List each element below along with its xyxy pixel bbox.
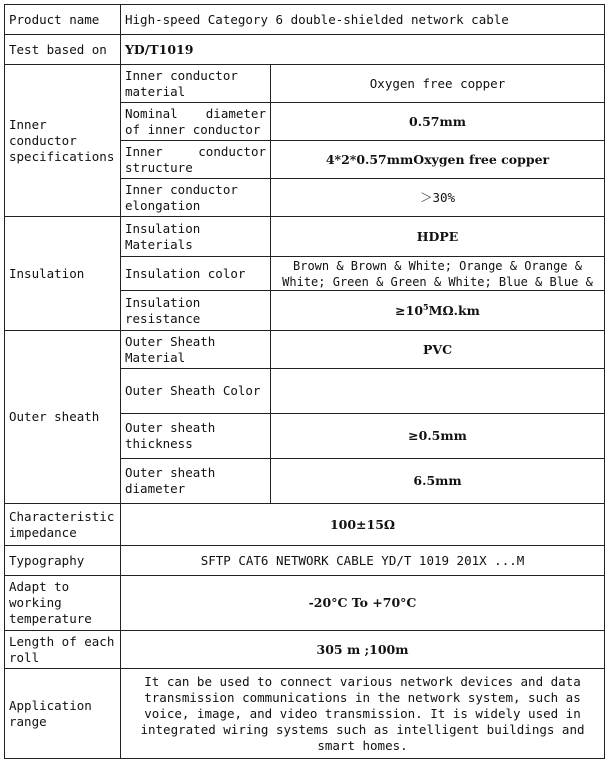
outer-sheath-material-value: PVC [271,331,605,369]
row-characteristic-impedance [5,504,605,546]
row-insulation-material [5,217,605,257]
insulation-label: Insulation [5,217,121,331]
inner-conductor-structure-value: 4*2*0.57mmOxygen free copper [271,141,605,179]
inner-conductor-structure-label: Inner conductor structure [121,141,271,179]
row-typography [5,546,605,576]
inner-conductor-elongation-label: Inner conductor elongation [121,179,271,217]
outer-sheath-color-label: Outer Sheath Color [121,369,271,414]
insulation-resistance-prefix: ≥10 [395,302,424,318]
row-product-name [5,5,605,35]
insulation-material-label: Insulation Materials [121,217,271,257]
insulation-resistance-label: Insulation resistance [121,291,271,331]
inner-conductor-material-label: Inner conductor material [121,65,271,103]
insulation-resistance-exponent: 5 [423,301,429,312]
row-working-temperature [5,576,605,631]
characteristic-impedance-value: 100±15Ω [121,504,605,546]
row-test-based-on [5,35,605,65]
inner-conductor-material-value: Oxygen free copper [271,65,605,103]
working-temperature-label: Adapt to working temperature [5,576,121,631]
insulation-material-value: HDPE [271,217,605,257]
insulation-resistance-value [271,291,605,331]
insulation-color-label: Insulation color [121,257,271,291]
outer-sheath-thickness-label: Outer sheath thickness [121,414,271,459]
roll-length-label: Length of each roll [5,631,121,669]
working-temperature-value: -20°C To +70°C [121,576,605,631]
insulation-resistance-unit: MΩ.km [428,302,480,318]
application-range-label: Application range [5,669,121,759]
application-range-value: It can be used to connect various network devices and data transmission communications in the network system, such as voice, image, and video transmission. It is widely used in integrated wiring systems such as intelligent buildings and smart homes. [121,669,605,759]
test-based-on-label: Test based on [5,35,121,65]
inner-conductor-diameter-label: Nominal diameter of inner conductor [121,103,271,141]
product-name-value: High-speed Category 6 double-shielded network cable [121,5,605,35]
outer-sheath-label: Outer sheath [5,331,121,504]
characteristic-impedance-label: Characteristic impedance [5,504,121,546]
insulation-color-text: Brown & Brown & White; Orange & Orange & White; Green & Green & White; Blue & Blue & [282,258,593,289]
test-based-on-value: YD/T1019 [121,35,605,65]
spec-table [4,4,605,759]
outer-sheath-diameter-label: Outer sheath diameter [121,459,271,504]
typography-label: Typography [5,546,121,576]
typography-value: SFTP CAT6 NETWORK CABLE YD/T 1019 201X ...M [121,546,605,576]
insulation-color-value [271,257,605,291]
row-application-range [5,669,605,759]
product-name-label: Product name [5,5,121,35]
inner-conductor-diameter-value: 0.57mm [271,103,605,141]
outer-sheath-material-label: Outer Sheath Material [121,331,271,369]
row-inner-conductor-material [5,65,605,103]
inner-conductor-label: Inner conductor specifications [5,65,121,217]
inner-conductor-elongation-value: ＞30% [271,179,605,217]
outer-sheath-color-value [271,369,605,414]
outer-sheath-thickness-value: ≥0.5mm [271,414,605,459]
row-roll-length [5,631,605,669]
row-outer-sheath-material [5,331,605,369]
outer-sheath-diameter-value: 6.5mm [271,459,605,504]
roll-length-value: 305 m ;100m [121,631,605,669]
